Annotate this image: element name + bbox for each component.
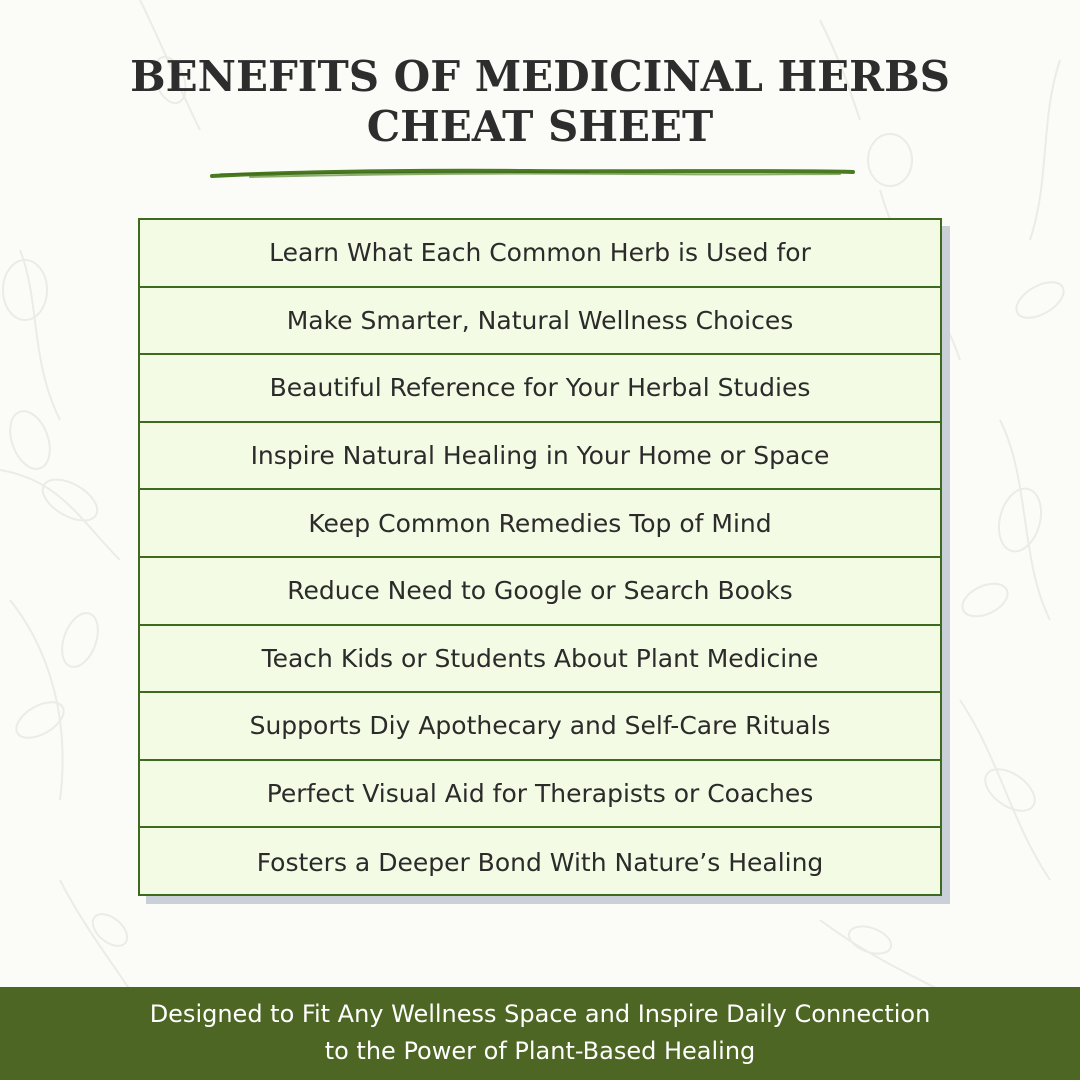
page-title xyxy=(0,52,1080,152)
footer-banner xyxy=(0,987,1080,1080)
brush-stroke-underline-icon xyxy=(210,166,855,182)
benefit-row: Teach Kids or Students About Plant Medicine xyxy=(140,626,940,694)
footer-line-1: Designed to Fit Any Wellness Space and Inspire Daily Connection xyxy=(149,1000,931,1028)
benefit-row: Supports Diy Apothecary and Self-Care Rituals xyxy=(140,693,940,761)
benefits-table xyxy=(138,218,942,896)
benefit-row: Reduce Need to Google or Search Books xyxy=(140,558,940,626)
benefit-row: Make Smarter, Natural Wellness Choices xyxy=(140,288,940,356)
benefit-row: Learn What Each Common Herb is Used for xyxy=(140,220,940,288)
benefit-row: Fosters a Deeper Bond With Nature’s Healing xyxy=(256,847,824,877)
title-line-1: BENEFITS OF MEDICINAL HERBS xyxy=(130,52,950,101)
benefit-row: Inspire Natural Healing in Your Home or Space xyxy=(140,423,940,491)
title-line-2: CHEAT SHEET xyxy=(366,102,714,151)
benefit-row: Beautiful Reference for Your Herbal Studies xyxy=(140,355,940,423)
benefit-row: Perfect Visual Aid for Therapists or Coaches xyxy=(140,761,940,829)
footer-line-2: to the Power of Plant-Based Healing xyxy=(324,1037,756,1065)
benefit-row: Keep Common Remedies Top of Mind xyxy=(140,490,940,558)
